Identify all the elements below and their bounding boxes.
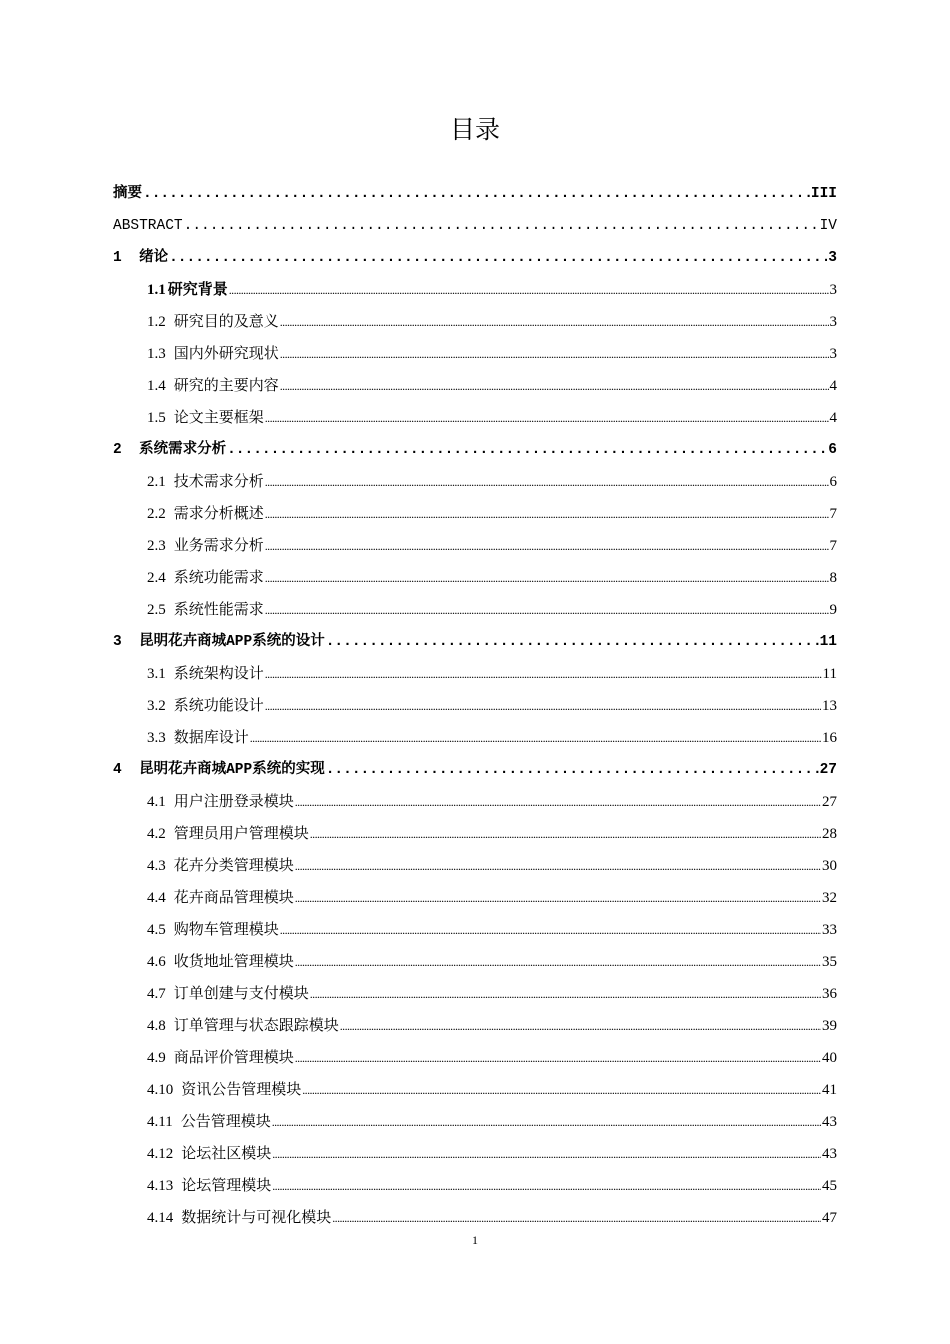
toc-entry-page: 39 bbox=[822, 1018, 837, 1034]
toc-entry-page: 13 bbox=[822, 698, 837, 714]
toc-entry-chapter-4[interactable] bbox=[113, 754, 837, 786]
toc-entry-section-2-3[interactable] bbox=[113, 530, 837, 562]
toc-entry-number: 1.3 bbox=[147, 346, 166, 362]
toc-leader-dots bbox=[265, 466, 829, 498]
toc-entry-page: 36 bbox=[822, 986, 837, 1002]
toc-entry-number: 3.2 bbox=[147, 698, 166, 714]
toc-entry-number: 4.11 bbox=[147, 1114, 173, 1130]
toc-entry-page: 27 bbox=[822, 794, 837, 810]
toc-leader-dots bbox=[326, 754, 819, 786]
toc-entry-label: 论坛社区模块 bbox=[181, 1146, 272, 1162]
toc-entry-page: 27 bbox=[819, 762, 837, 778]
toc-leader-dots bbox=[265, 530, 829, 562]
toc-entry-page: 3 bbox=[828, 250, 837, 266]
toc-entry-label: 业务需求分析 bbox=[173, 538, 264, 554]
page-number: 1 bbox=[472, 1233, 478, 1247]
toc-entry-number: 4.3 bbox=[147, 858, 166, 874]
toc-entry-label: 花卉商品管理模块 bbox=[173, 890, 294, 906]
toc-entry-page: III bbox=[810, 186, 837, 202]
toc-entry-label: 购物车管理模块 bbox=[173, 922, 279, 938]
toc-entry-label: 论文主要框架 bbox=[173, 410, 264, 426]
toc-entry-number: 4.5 bbox=[147, 922, 166, 938]
toc-entry-label: 数据库设计 bbox=[173, 730, 249, 746]
toc-leader-dots bbox=[265, 594, 829, 626]
toc-entry-section-1-1[interactable] bbox=[113, 274, 837, 306]
toc-entry-page: 43 bbox=[822, 1114, 837, 1130]
toc-leader-dots bbox=[143, 178, 810, 210]
toc-leader-dots bbox=[295, 1042, 821, 1074]
toc-leader-dots bbox=[250, 722, 821, 754]
toc-entry-section-4-9[interactable] bbox=[113, 1042, 837, 1074]
toc-entry-number: 4.8 bbox=[147, 1018, 166, 1034]
toc-entry-label: 研究背景 bbox=[167, 282, 228, 298]
toc-entry-number: 1.2 bbox=[147, 314, 166, 330]
toc-entry-chapter-3[interactable] bbox=[113, 626, 837, 658]
toc-entry-number: 4.10 bbox=[147, 1082, 174, 1098]
toc-entry-section-2-2[interactable] bbox=[113, 498, 837, 530]
toc-entry-page: 7 bbox=[829, 506, 837, 522]
toc-title: 目录 bbox=[449, 115, 500, 144]
toc-entry-number: 3.1 bbox=[147, 666, 166, 682]
toc-entry-chapter-2[interactable] bbox=[113, 434, 837, 466]
toc-leader-dots bbox=[280, 370, 829, 402]
toc-entry-section-3-2[interactable] bbox=[113, 690, 837, 722]
toc-entry-number: 1.4 bbox=[147, 378, 166, 394]
toc-entry-section-2-5[interactable] bbox=[113, 594, 837, 626]
toc-leader-dots bbox=[265, 562, 829, 594]
toc-entry-label: 系统功能设计 bbox=[173, 698, 264, 714]
toc-entry-section-2-4[interactable] bbox=[113, 562, 837, 594]
toc-entry-section-4-3[interactable] bbox=[113, 850, 837, 882]
toc-leader-dots bbox=[326, 626, 819, 658]
toc-entry-label: 昆明花卉商城APP系统的设计 bbox=[139, 634, 325, 650]
toc-entry-section-4-13[interactable] bbox=[113, 1170, 837, 1202]
toc-entry-section-3-1[interactable] bbox=[113, 658, 837, 690]
toc-entry-label: 国内外研究现状 bbox=[173, 346, 279, 362]
toc-leader-dots bbox=[272, 1170, 821, 1202]
toc-entry-page: 9 bbox=[829, 602, 837, 618]
toc-entry-label: 技术需求分析 bbox=[173, 474, 264, 490]
toc-entry-label: 公告管理模块 bbox=[180, 1114, 271, 1130]
toc-entry-label: 需求分析概述 bbox=[173, 506, 264, 522]
toc-entry-abstract-en[interactable] bbox=[113, 210, 837, 242]
toc-entry-page: 11 bbox=[819, 634, 837, 650]
toc-entry-number: 4.2 bbox=[147, 826, 166, 842]
toc-leader-dots bbox=[340, 1010, 821, 1042]
toc-entry-number: 3 bbox=[113, 634, 122, 650]
toc-entry-label: 系统性能需求 bbox=[173, 602, 264, 618]
toc-entry-section-4-11[interactable] bbox=[113, 1106, 837, 1138]
toc-entry-section-4-14[interactable] bbox=[113, 1202, 837, 1234]
toc-entry-label: 绪论 bbox=[139, 250, 169, 266]
toc-entry-page: 45 bbox=[822, 1178, 837, 1194]
toc-leader-dots bbox=[184, 210, 819, 242]
toc-entry-section-4-5[interactable] bbox=[113, 914, 837, 946]
toc-leader-dots bbox=[310, 978, 821, 1010]
toc-entry-label: ABSTRACT bbox=[113, 218, 183, 234]
toc-leader-dots bbox=[295, 946, 821, 978]
toc-entry-number: 4.13 bbox=[147, 1178, 174, 1194]
toc-leader-dots bbox=[265, 690, 821, 722]
toc-entry-page: 11 bbox=[822, 666, 837, 682]
toc-entry-number: 2.1 bbox=[147, 474, 166, 490]
toc-entry-section-2-1[interactable] bbox=[113, 466, 837, 498]
toc-entry-number: 4 bbox=[113, 762, 122, 778]
toc-entry-section-4-1[interactable] bbox=[113, 786, 837, 818]
toc-entry-page: 16 bbox=[822, 730, 837, 746]
toc-entry-label: 摘要 bbox=[113, 186, 142, 202]
toc-entry-page: 7 bbox=[829, 538, 837, 554]
toc-entry-page: 3 bbox=[829, 314, 837, 330]
toc-entry-page: 6 bbox=[828, 442, 837, 458]
toc-entry-section-1-4[interactable] bbox=[113, 370, 837, 402]
toc-entry-page: 3 bbox=[829, 346, 837, 362]
toc-entry-page: 4 bbox=[829, 378, 837, 394]
toc-entry-page: 43 bbox=[822, 1146, 837, 1162]
toc-leader-dots bbox=[280, 338, 829, 370]
toc-entry-label: 花卉分类管理模块 bbox=[173, 858, 294, 874]
toc-leader-dots bbox=[280, 914, 821, 946]
toc-leader-dots bbox=[265, 402, 829, 434]
toc-entry-section-4-8[interactable] bbox=[113, 1010, 837, 1042]
toc-leader-dots bbox=[295, 850, 821, 882]
toc-entry-label: 研究目的及意义 bbox=[173, 314, 279, 330]
toc-entry-page: 3 bbox=[829, 282, 837, 298]
toc-entry-label: 管理员用户管理模块 bbox=[173, 826, 309, 842]
toc-entry-label: 系统需求分析 bbox=[139, 442, 227, 458]
toc-leader-dots bbox=[295, 786, 821, 818]
toc-leader-dots bbox=[295, 882, 821, 914]
toc-entry-section-1-2[interactable] bbox=[113, 306, 837, 338]
toc-entry-page: 35 bbox=[822, 954, 837, 970]
toc-entry-chapter-1[interactable] bbox=[113, 242, 837, 274]
toc-entry-label: 昆明花卉商城APP系统的实现 bbox=[139, 762, 325, 778]
toc-entry-label: 资讯公告管理模块 bbox=[181, 1082, 302, 1098]
toc-entry-section-1-3[interactable] bbox=[113, 338, 837, 370]
toc-entry-page: 41 bbox=[822, 1082, 837, 1098]
toc-entry-label: 研究的主要内容 bbox=[173, 378, 279, 394]
toc-leader-dots bbox=[272, 1138, 821, 1170]
toc-entry-section-1-5[interactable] bbox=[113, 402, 837, 434]
toc-entry-number: 2.3 bbox=[147, 538, 166, 554]
toc-entry-section-4-4[interactable] bbox=[113, 882, 837, 914]
toc-entry-number: 4.7 bbox=[147, 986, 166, 1002]
toc-entry-section-4-7[interactable] bbox=[113, 978, 837, 1010]
toc-entry-number: 4.4 bbox=[147, 890, 166, 906]
toc-entry-number: 4.9 bbox=[147, 1050, 166, 1066]
toc-entry-page: 30 bbox=[822, 858, 837, 874]
toc-leader-dots bbox=[229, 274, 829, 306]
toc-entry-page: 33 bbox=[822, 922, 837, 938]
toc-entry-page: 40 bbox=[822, 1050, 837, 1066]
toc-entry-page: 47 bbox=[822, 1210, 837, 1226]
toc-entry-number: 2 bbox=[113, 442, 122, 458]
toc-entry-number: 3.3 bbox=[147, 730, 166, 746]
toc-entry-label: 收货地址管理模块 bbox=[173, 954, 294, 970]
toc-leader-dots bbox=[265, 498, 829, 530]
toc-entry-label: 订单创建与支付模块 bbox=[173, 986, 309, 1002]
toc-entry-label: 商品评价管理模块 bbox=[173, 1050, 294, 1066]
toc-entry-section-4-6[interactable] bbox=[113, 946, 837, 978]
toc-leader-dots bbox=[265, 658, 822, 690]
toc-entry-page: 6 bbox=[829, 474, 837, 490]
toc-entry-number: 2.2 bbox=[147, 506, 166, 522]
toc-leader-dots bbox=[310, 818, 821, 850]
toc-entry-page: 32 bbox=[822, 890, 837, 906]
toc-entry-number: 4.1 bbox=[147, 794, 166, 810]
toc-leader-dots bbox=[332, 1202, 821, 1234]
toc-entry-number: 4.12 bbox=[147, 1146, 174, 1162]
toc-entry-number: 1.5 bbox=[147, 410, 166, 426]
toc-entry-page: 28 bbox=[822, 826, 837, 842]
toc-entry-page: 8 bbox=[829, 570, 837, 586]
toc-entry-number: 1 bbox=[113, 250, 122, 266]
toc-entry-number: 2.4 bbox=[147, 570, 166, 586]
toc-entry-section-3-3[interactable] bbox=[113, 722, 837, 754]
toc-leader-dots bbox=[280, 306, 829, 338]
toc-entry-label: 系统功能需求 bbox=[173, 570, 264, 586]
toc-entry-section-4-12[interactable] bbox=[113, 1138, 837, 1170]
toc-leader-dots bbox=[227, 434, 827, 466]
toc-entry-page: 4 bbox=[829, 410, 837, 426]
toc-entry-number: 4.14 bbox=[147, 1210, 174, 1226]
toc-entry-number: 1.1 bbox=[147, 282, 166, 298]
toc-leader-dots bbox=[272, 1106, 821, 1138]
toc-entry-section-4-2[interactable] bbox=[113, 818, 837, 850]
table-of-contents bbox=[113, 178, 837, 1234]
toc-entry-abstract-cn[interactable] bbox=[113, 178, 837, 210]
toc-entry-number: 2.5 bbox=[147, 602, 166, 618]
toc-entry-section-4-10[interactable] bbox=[113, 1074, 837, 1106]
toc-entry-label: 订单管理与状态跟踪模块 bbox=[173, 1018, 339, 1034]
toc-leader-dots bbox=[302, 1074, 821, 1106]
toc-leader-dots bbox=[169, 242, 827, 274]
toc-entry-label: 用户注册登录模块 bbox=[173, 794, 294, 810]
toc-entry-label: 系统架构设计 bbox=[173, 666, 264, 682]
toc-entry-page: IV bbox=[819, 218, 837, 234]
toc-entry-label: 论坛管理模块 bbox=[181, 1178, 272, 1194]
toc-entry-number: 4.6 bbox=[147, 954, 166, 970]
toc-entry-label: 数据统计与可视化模块 bbox=[181, 1210, 332, 1226]
